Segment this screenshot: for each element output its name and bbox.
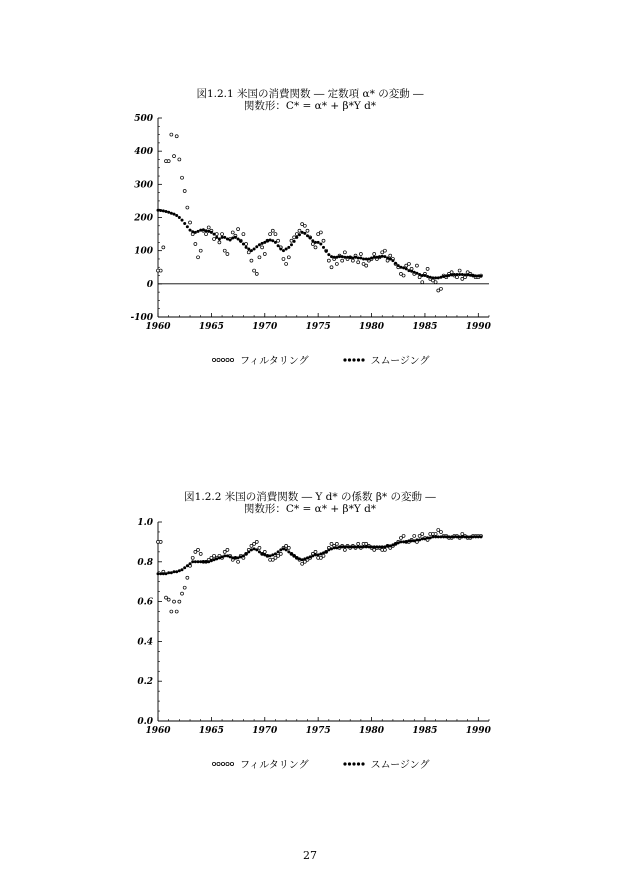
smoothing-data-point: [338, 545, 341, 548]
filtering-data-point: [399, 536, 402, 539]
y-tick-label: 1.0: [137, 518, 153, 528]
smoothing-data-point: [293, 554, 296, 557]
smoothing-data-point: [469, 535, 472, 538]
filtering-data-point: [250, 544, 253, 547]
smoothing-data-point: [271, 553, 274, 556]
smoothing-data-point: [383, 545, 386, 548]
smoothing-data-point: [255, 548, 258, 551]
chart-1-subtitle: 関数形：C* = α* + β*Y d*: [243, 100, 377, 112]
smoothing-data-point: [410, 539, 413, 542]
filtering-data-point: [167, 598, 170, 601]
filled-circle-marker-icon: [343, 761, 365, 767]
y-tick-label: 0.8: [137, 557, 153, 568]
filtering-data-point: [274, 556, 277, 559]
smoothing-data-point: [231, 556, 234, 559]
smoothing-data-point: [218, 556, 221, 559]
smoothing-data-point: [266, 554, 269, 557]
x-tick-label: 1960: [145, 322, 171, 332]
filtering-data-point: [258, 546, 261, 549]
y-tick-label: 300: [134, 180, 153, 191]
smoothing-data-point: [223, 554, 226, 557]
y-tick-label: 100: [134, 246, 153, 257]
smoothing-data-point: [407, 539, 410, 542]
smoothing-data-point: [282, 547, 285, 550]
smoothing-data-point: [181, 568, 184, 571]
smoothing-data-point: [394, 542, 397, 545]
smoothing-data-point: [429, 536, 432, 539]
smoothing-data-point: [378, 545, 381, 548]
page-number: 27: [303, 849, 317, 862]
smoothing-data-point: [229, 555, 232, 558]
y-tick-label: -100: [130, 313, 153, 323]
smoothing-data-point: [335, 546, 338, 549]
filtering-data-point: [421, 532, 424, 535]
x-tick-label: 1960: [145, 726, 171, 736]
smoothing-data-point: [359, 545, 362, 548]
smoothing-data-point: [290, 552, 293, 555]
smoothing-data-point: [183, 566, 186, 569]
filtering-data-point: [263, 550, 266, 553]
smoothing-data-point: [253, 547, 256, 550]
chart-1-legend-label-filtering: フィルタリング: [240, 356, 309, 367]
smoothing-data-point: [301, 558, 304, 561]
filtering-data-point: [226, 548, 229, 551]
smoothing-data-point: [442, 535, 445, 538]
smoothing-data-point: [215, 557, 218, 560]
smoothing-data-point: [295, 556, 298, 559]
smoothing-data-point: [210, 559, 213, 562]
smoothing-data-point: [194, 560, 197, 563]
smoothing-data-point: [247, 550, 250, 553]
smoothing-data-point: [239, 555, 242, 558]
smoothing-data-point: [234, 556, 237, 559]
smoothing-data-point: [437, 535, 440, 538]
smoothing-data-point: [167, 571, 170, 574]
filtering-data-point: [301, 562, 304, 565]
smoothing-data-point: [423, 537, 426, 540]
smoothing-data-point: [453, 535, 456, 538]
smoothing-data-point: [317, 553, 320, 556]
filtering-data-point: [418, 534, 421, 537]
smoothing-data-point: [445, 535, 448, 538]
filtering-data-point: [175, 610, 178, 613]
smoothing-data-point: [375, 545, 378, 548]
filtering-data-point: [194, 550, 197, 553]
filtering-data-point: [183, 586, 186, 589]
smoothing-data-point: [362, 545, 365, 548]
smoothing-data-point: [269, 554, 272, 557]
smoothing-data-point: [354, 545, 357, 548]
chart-2-legend-item-filtering: [212, 756, 309, 771]
smoothing-data-point: [202, 560, 205, 563]
smoothing-data-point: [351, 545, 354, 548]
filtering-data-point: [439, 530, 442, 533]
smoothing-data-point: [186, 564, 189, 567]
smoothing-data-point: [381, 545, 384, 548]
smoothing-data-point: [277, 550, 280, 553]
filtering-data-point: [357, 542, 360, 545]
smoothing-data-point: [397, 541, 400, 544]
filtering-data-point: [335, 542, 338, 545]
smoothing-data-point: [242, 554, 245, 557]
smoothing-data-point: [386, 544, 389, 547]
smoothing-data-point: [309, 555, 312, 558]
filtering-data-point: [434, 532, 437, 535]
smoothing-data-point: [258, 550, 261, 553]
smoothing-data-point: [405, 540, 408, 543]
smoothing-data-point: [458, 535, 461, 538]
smoothing-data-point: [330, 547, 333, 550]
smoothing-data-point: [357, 545, 360, 548]
x-tick-label: 1970: [252, 322, 278, 332]
smoothing-data-point: [162, 572, 165, 575]
smoothing-data-point: [426, 536, 429, 539]
smoothing-data-point: [189, 562, 192, 565]
y-tick-label: 400: [134, 147, 153, 158]
chart-2-legend: [212, 756, 429, 771]
smoothing-data-point: [373, 545, 376, 548]
smoothing-data-point: [191, 560, 194, 563]
filtering-data-point: [210, 556, 213, 559]
x-tick-label: 1980: [359, 726, 385, 736]
smoothing-data-point: [455, 535, 458, 538]
filtering-data-point: [159, 540, 162, 543]
smoothing-data-point: [477, 535, 480, 538]
filtering-data-point: [461, 532, 464, 535]
smoothing-data-point: [165, 572, 168, 575]
filtering-data-point: [330, 542, 333, 545]
smoothing-data-point: [207, 560, 210, 563]
y-tick-label: 0.2: [137, 677, 153, 688]
filtering-data-point: [437, 528, 440, 531]
filtering-data-point: [365, 542, 368, 545]
y-tick-label: 0: [146, 279, 153, 290]
filtering-data-point: [303, 560, 306, 563]
smoothing-data-point: [319, 552, 322, 555]
filtering-data-point: [255, 540, 258, 543]
open-circle-marker-icon: [212, 761, 234, 767]
smoothing-data-point: [250, 548, 253, 551]
filtering-data-point: [277, 554, 280, 557]
smoothing-data-point: [205, 560, 208, 563]
smoothing-data-point: [175, 570, 178, 573]
filtering-data-point: [186, 576, 189, 579]
y-tick-label: 200: [134, 213, 153, 224]
x-tick-label: 1965: [198, 726, 224, 736]
smoothing-data-point: [479, 535, 482, 538]
smoothing-data-point: [303, 557, 306, 560]
smoothing-data-point: [333, 546, 336, 549]
smoothing-data-point: [474, 535, 477, 538]
smoothing-data-point: [415, 538, 418, 541]
filtering-data-point: [181, 592, 184, 595]
filtering-data-point: [413, 534, 416, 537]
filtering-data-point: [165, 596, 168, 599]
filtering-data-point: [199, 552, 202, 555]
smoothing-data-point: [466, 535, 469, 538]
filtering-data-point: [287, 546, 290, 549]
filtering-data-point: [343, 548, 346, 551]
smoothing-data-point: [439, 535, 442, 538]
y-tick-label: 0.0: [137, 717, 153, 727]
smoothing-data-point: [461, 535, 464, 538]
smoothing-data-point: [367, 545, 370, 548]
smoothing-data-point: [279, 548, 282, 551]
smoothing-data-point: [226, 554, 229, 557]
smoothing-data-point: [157, 572, 160, 575]
filtering-data-point: [237, 560, 240, 563]
smoothing-data-point: [159, 572, 162, 575]
smoothing-data-point: [314, 553, 317, 556]
filtering-data-point: [173, 600, 176, 603]
filtering-data-point: [223, 550, 226, 553]
filtering-data-point: [373, 548, 376, 551]
smoothing-data-point: [399, 540, 402, 543]
smoothing-data-point: [346, 545, 349, 548]
smoothing-data-point: [450, 535, 453, 538]
smoothing-data-point: [421, 537, 424, 540]
x-tick-label: 1980: [359, 322, 385, 332]
smoothing-data-point: [237, 556, 240, 559]
filtering-data-point: [213, 554, 216, 557]
smoothing-data-point: [471, 535, 474, 538]
smoothing-data-point: [343, 545, 346, 548]
filtering-data-point: [253, 542, 256, 545]
smoothing-data-point: [447, 535, 450, 538]
filtering-data-point: [322, 554, 325, 557]
smoothing-data-point: [298, 557, 301, 560]
smoothing-data-point: [245, 552, 248, 555]
smoothing-data-point: [170, 571, 173, 574]
filtering-data-point: [197, 548, 200, 551]
smoothing-data-point: [287, 550, 290, 553]
smoothing-data-point: [431, 535, 434, 538]
smoothing-data-point: [221, 555, 224, 558]
smoothing-data-point: [213, 558, 216, 561]
y-tick-label: 0.6: [137, 597, 153, 608]
chart-1-legend-label-smoothing: スムージング: [370, 356, 430, 367]
smoothing-data-point: [370, 545, 373, 548]
filtering-data-point: [178, 600, 181, 603]
smoothing-data-point: [311, 554, 314, 557]
chart-2-subtitle: 関数形：C* = α* + β*Y d*: [243, 503, 377, 515]
filtering-data-point: [170, 610, 173, 613]
smoothing-data-point: [463, 535, 466, 538]
smoothing-data-point: [199, 560, 202, 563]
smoothing-data-point: [389, 544, 392, 547]
chart-2-legend-label-smoothing: スムージング: [370, 760, 430, 771]
smoothing-data-point: [173, 570, 176, 573]
smoothing-data-point: [197, 560, 200, 563]
x-tick-label: 1965: [198, 322, 224, 332]
filtering-data-point: [319, 556, 322, 559]
smoothing-data-point: [327, 548, 330, 551]
chart-2-legend-item-smoothing: [343, 756, 430, 771]
y-tick-label: 500: [134, 114, 153, 124]
smoothing-data-point: [274, 552, 277, 555]
x-tick-label: 1990: [465, 322, 491, 332]
smoothing-data-point: [434, 535, 437, 538]
smoothing-data-point: [322, 551, 325, 554]
filtering-data-point: [314, 550, 317, 553]
chart-1-title: 図1.2.1 米国の消費関数 ― 定数項 α* の変動 ―: [196, 88, 424, 100]
filtering-data-point: [402, 534, 405, 537]
x-tick-label: 1975: [305, 322, 331, 332]
smoothing-data-point: [325, 550, 328, 553]
smoothing-data-point: [365, 545, 368, 548]
smoothing-data-point: [263, 553, 266, 556]
filtering-data-point: [191, 556, 194, 559]
x-tick-label: 1970: [252, 726, 278, 736]
chart-2-title: 図1.2.2 米国の消費関数 ― Y d* の係数 β* の変動 ―: [184, 491, 436, 503]
smoothing-data-point: [306, 556, 309, 559]
filtering-data-point: [285, 544, 288, 547]
chart-2-legend-label-filtering: フィルタリング: [240, 760, 309, 771]
smoothing-data-point: [402, 540, 405, 543]
smoothing-data-point: [418, 538, 421, 541]
x-tick-label: 1985: [412, 726, 438, 736]
x-tick-label: 1985: [412, 322, 438, 332]
smoothing-data-point: [285, 548, 288, 551]
smoothing-data-point: [391, 543, 394, 546]
filtering-data-point: [279, 552, 282, 555]
x-tick-label: 1975: [305, 726, 331, 736]
y-tick-label: 0.4: [137, 637, 153, 648]
smoothing-data-point: [261, 552, 264, 555]
smoothing-data-point: [413, 539, 416, 542]
filtering-data-point: [271, 558, 274, 561]
filtering-data-point: [383, 548, 386, 551]
smoothing-data-point: [349, 545, 352, 548]
smoothing-data-point: [341, 545, 344, 548]
x-tick-label: 1990: [465, 726, 491, 736]
smoothing-data-point: [178, 569, 181, 572]
